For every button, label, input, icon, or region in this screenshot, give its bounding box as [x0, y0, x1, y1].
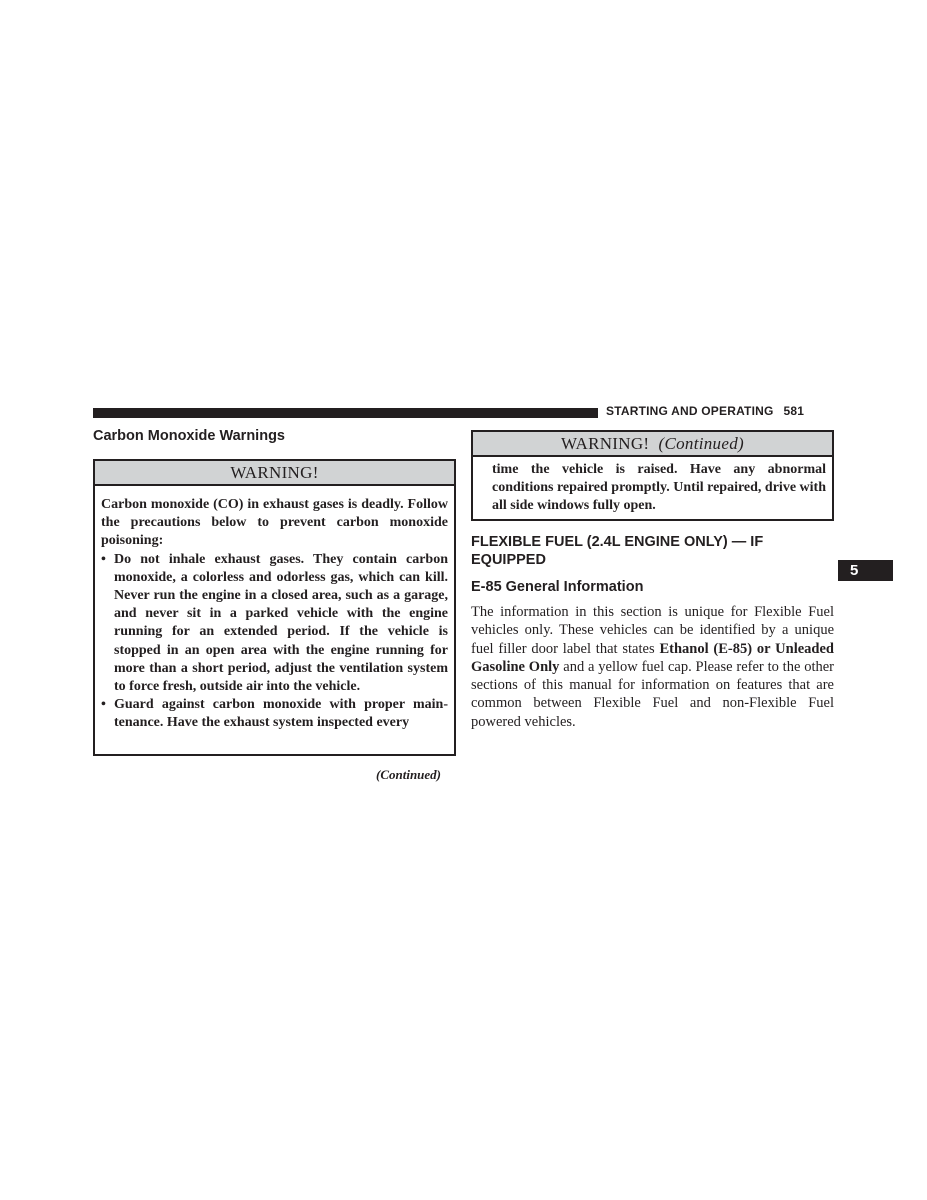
carbon-monoxide-heading: Carbon Monoxide Warnings	[93, 428, 285, 444]
warning-title: WARNING!	[95, 461, 454, 486]
warning-intro: Carbon monoxide (CO) in exhaust gases is deadly. Follow the precautions below to prevent carbon monoxide poisoning:	[101, 497, 448, 549]
header-rule	[93, 408, 598, 418]
page-number: 581	[783, 404, 805, 418]
warning-continued-title: WARNING! (Continued)	[473, 432, 832, 457]
warning-body	[95, 486, 454, 733]
running-header	[606, 404, 804, 418]
bullet-icon: •	[101, 697, 106, 713]
continued-note: (Continued)	[376, 767, 442, 782]
bullet-icon: •	[101, 551, 106, 567]
warning-box-continued	[471, 430, 834, 521]
fuel-label-text: Ethanol (E-85) or Unleaded Gasoline Only	[471, 640, 834, 675]
list-item: • Guard against carbon monoxide with proper main-tenance. Have the exhaust system inspected every	[101, 697, 448, 731]
chapter-tab: 5	[838, 560, 893, 581]
list-item: • Do not inhale exhaust gases. They contain carbon monoxide, a colorless and odorless gas, which can kill. Never run the engine in a closed area, such as a garage, and never sit in a parked vehicle with the engine running for an extended period. If the vehicle is stopped in an open area with the engine running for more than a short period, adjust the ventilation system to force fresh, outside air into the vehicle.	[101, 551, 448, 695]
warning-bullet-list	[101, 551, 448, 733]
section-title: STARTING AND OPERATING	[606, 404, 774, 418]
flexible-fuel-heading: FLEXIBLE FUEL (2.4L ENGINE ONLY) — IF EQUIPPED	[471, 534, 764, 568]
e85-paragraph: The information in this section is unique for Flexible Fuel vehicles only. These vehicles can be identified by a unique fuel filler door label that states Ethanol (E-85) or Unleaded Gasoline Only and a yellow fuel cap. Please refer to the other sections of this manual for information on features that are common between Flexible Fuel and non-Flexible Fuel powered vehicles.	[471, 604, 835, 730]
warning-box-carbon-monoxide	[93, 459, 456, 756]
e85-subheading: E-85 General Information	[471, 579, 644, 595]
warning-continued-body: time the vehicle is raised. Have any abnormal conditions repaired promptly. Until repaired, drive with all side windows fully open.	[492, 462, 826, 514]
